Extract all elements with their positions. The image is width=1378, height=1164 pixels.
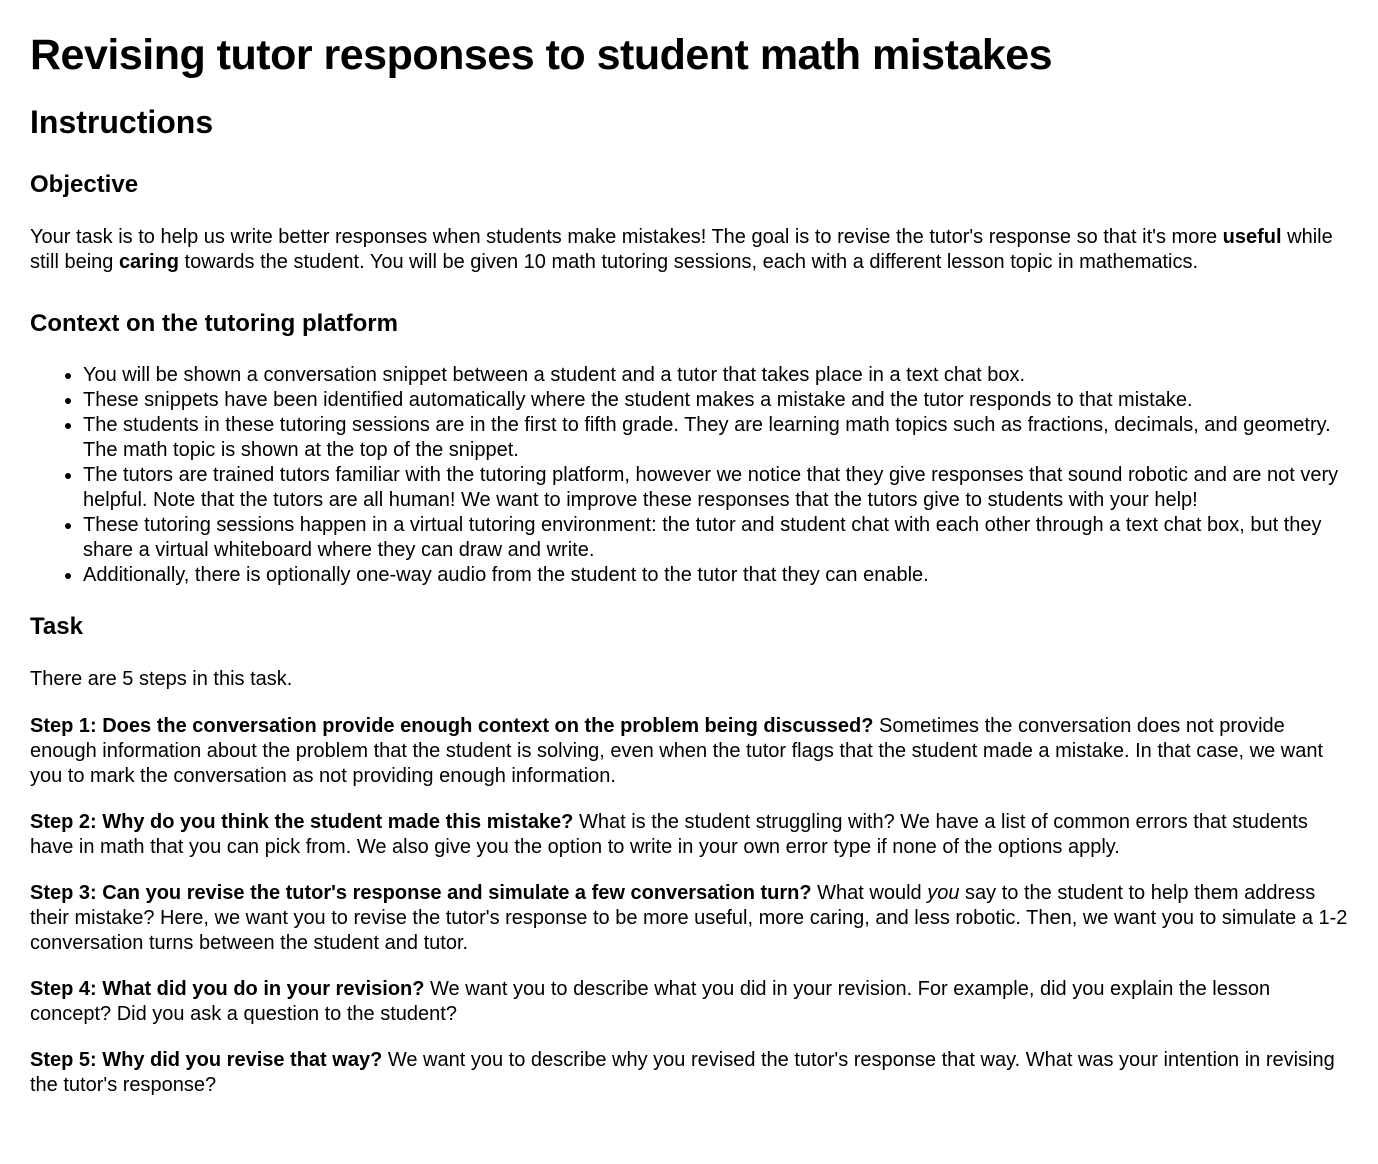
step-2 xyxy=(30,810,1348,860)
step-label: Step 2: Why do you think the student made this mistake? xyxy=(30,811,574,833)
step-1 xyxy=(30,714,1348,789)
context-heading: Context on the tutoring platform xyxy=(30,310,398,337)
step-label: Step 5: Why did you revise that way? xyxy=(30,1049,383,1071)
list-item: • These snippets have been identified automatically where the student makes a mistake and the tutor responds to that mistake. xyxy=(83,388,1348,413)
instructions-heading: Instructions xyxy=(30,104,214,140)
step-text: We want you to describe what you did in your revision. For example, did you explain the lesson concept? Did you ask a question to the student? xyxy=(30,978,1271,1025)
objective-text: Your task is to help us write better responses when students make mistakes! The goal is to revise the tutor's response so that it's more xyxy=(30,226,1223,248)
page-title: Revising tutor responses to student math mistakes xyxy=(30,31,1053,79)
list-item: • The students in these tutoring sessions are in the first to fifth grade. They are learning math topics such as fractions, decimals, and geometry. The math topic is shown at the top of the snippet. xyxy=(83,413,1348,463)
task-heading: Task xyxy=(30,613,83,640)
objective-bold-caring: caring xyxy=(118,251,179,273)
objective-text: while still being xyxy=(30,226,1333,273)
objective-paragraph xyxy=(30,225,1348,275)
task-intro: There are 5 steps in this task. xyxy=(30,668,293,690)
step-text: say to the student to help them address their mistake? Here, we want you to revise the tutor's response to be more useful, more caring, and less robotic. Then, we want you to simulate a 1-2 conversation turns between the student and tutor. xyxy=(30,882,1348,954)
step-text: We want you to describe why you revised the tutor's response that way. What was your intention in revising the tutor's response? xyxy=(30,1049,1335,1096)
list-item: • These tutoring sessions happen in a virtual tutoring environment: the tutor and student chat with each other through a text chat box, but they share a virtual whiteboard where they can draw and write. xyxy=(83,513,1348,563)
step-3 xyxy=(30,881,1348,956)
step-italic-you: you xyxy=(927,882,960,904)
step-text: Sometimes the conversation does not provide enough information about the problem that the student is solving, even when the tutor flags that the student made a mistake. In that case, we want you to mark the conversation as not providing enough information. xyxy=(30,715,1324,787)
list-item: • You will be shown a conversation snippet between a student and a tutor that takes place in a text chat box. xyxy=(83,363,1348,388)
step-label: Step 4: What did you do in your revision? xyxy=(30,978,425,1000)
step-4 xyxy=(30,977,1348,1027)
context-list xyxy=(30,363,1348,588)
objective-heading: Objective xyxy=(30,171,139,198)
list-item: • Additionally, there is optionally one-way audio from the student to the tutor that they can enable. xyxy=(83,563,1348,588)
step-text: What would xyxy=(811,882,928,904)
objective-bold-useful: useful xyxy=(1222,226,1282,248)
step-label: Step 1: Does the conversation provide enough context on the problem being discussed? xyxy=(30,715,874,737)
list-item: • The tutors are trained tutors familiar with the tutoring platform, however we notice that they give responses that sound robotic and are not very helpful. Note that the tutors are all human! We want to improve these responses that the tutors give to students with your help! xyxy=(83,463,1348,513)
step-label: Step 3: Can you revise the tutor's response and simulate a few conversation turn? xyxy=(30,882,812,904)
step-text: What is the student struggling with? We have a list of common errors that students have in math that you can pick from. We also give you the option to write in your own error type if none of the options apply. xyxy=(30,811,1308,858)
objective-text: towards the student. You will be given 10 math tutoring sessions, each with a different lesson topic in mathematics. xyxy=(178,251,1199,273)
step-5 xyxy=(30,1048,1348,1098)
